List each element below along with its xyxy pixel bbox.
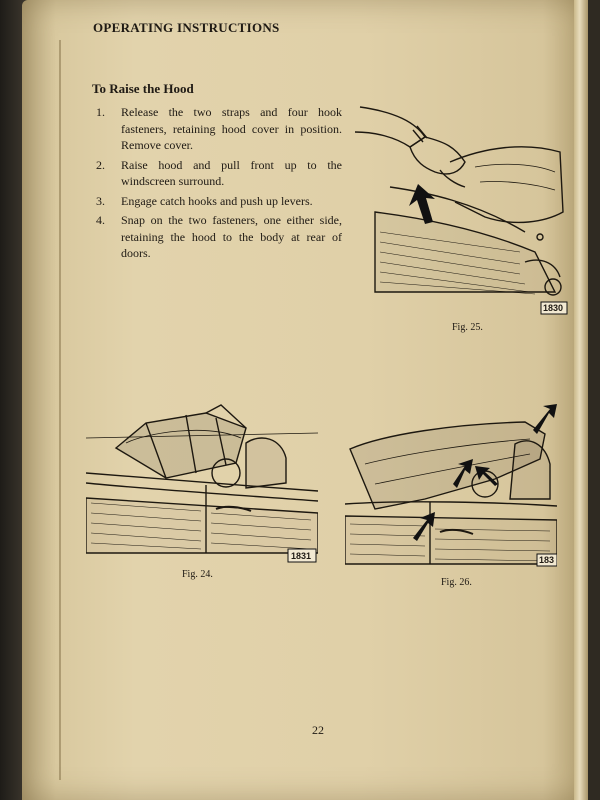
- figure-25: [355, 92, 570, 320]
- plate-number: 1831: [291, 551, 312, 561]
- plate-number: 183: [539, 555, 555, 565]
- hood-frame-raised-illustration: [86, 403, 318, 565]
- page-header: OPERATING INSTRUCTIONS: [93, 20, 280, 35]
- figure-26: [345, 404, 557, 568]
- figure-caption: Fig. 24.: [182, 569, 213, 580]
- page-number: 22: [312, 723, 324, 737]
- list-item: [92, 212, 342, 262]
- hand-engaging-catch-illustration: [355, 92, 570, 320]
- step-number: 2.: [96, 157, 105, 172]
- instruction-list: [92, 104, 342, 265]
- page-edge: [574, 0, 588, 800]
- hood-fitted-with-arrows-illustration: [345, 404, 557, 568]
- list-item: [92, 104, 342, 154]
- step-text: Raise hood and pull front up to the windscreen surround.: [121, 157, 342, 188]
- step-text: Release the two straps and four hook fasteners, retaining hood cover in position. Remove cover.: [121, 105, 342, 152]
- figure-24: [86, 403, 318, 565]
- list-item: [92, 193, 342, 210]
- step-number: 3.: [96, 193, 105, 208]
- step-text: Engage catch hooks and push up levers.: [121, 193, 313, 208]
- spine-crease: [59, 40, 61, 780]
- step-number: 4.: [96, 213, 105, 227]
- section-title: To Raise the Hood: [92, 81, 194, 96]
- plate-number: 1830: [543, 303, 564, 313]
- list-item: [92, 157, 342, 190]
- figure-caption: Fig. 26.: [441, 577, 472, 588]
- step-text: Snap on the two fasteners, one either side, retaining the hood to the body at rear of doors.: [121, 213, 342, 260]
- figure-caption: Fig. 25.: [452, 322, 483, 333]
- step-number: 1.: [96, 105, 105, 119]
